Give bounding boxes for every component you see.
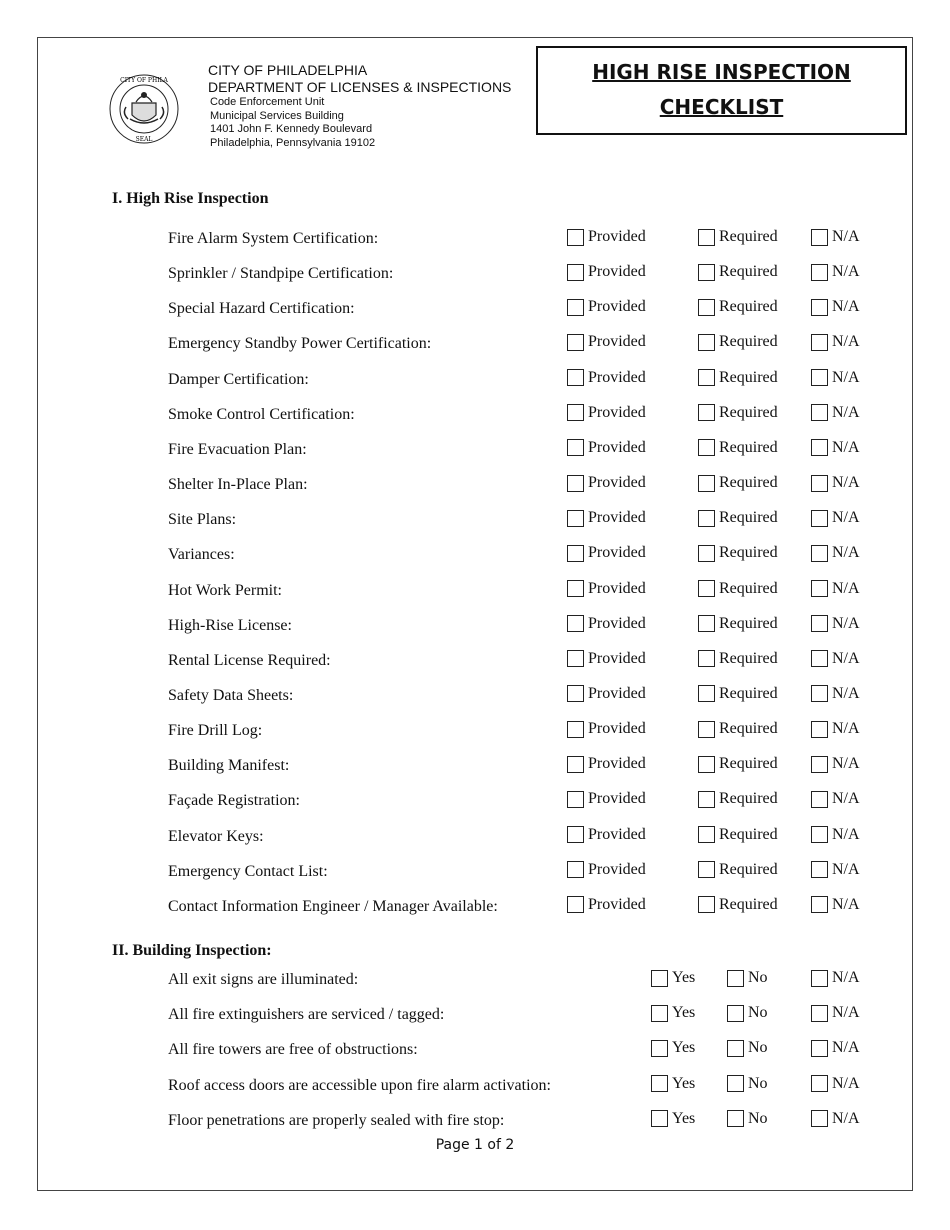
yes-checkbox[interactable] bbox=[651, 970, 668, 987]
provided-checkbox[interactable] bbox=[567, 299, 584, 316]
provided-option[interactable] bbox=[567, 615, 646, 633]
checklist-row bbox=[0, 1004, 950, 1028]
yes-option[interactable] bbox=[651, 1039, 695, 1057]
required-option[interactable] bbox=[698, 720, 778, 738]
n-a-checkbox[interactable] bbox=[811, 685, 828, 702]
n-a-option[interactable] bbox=[811, 263, 860, 281]
checklist-item-label: Building Manifest: bbox=[168, 757, 290, 775]
checklist-row bbox=[0, 896, 950, 920]
option-label: Provided bbox=[588, 649, 646, 667]
option-label: Required bbox=[719, 790, 778, 808]
option-label: N/A bbox=[832, 1109, 860, 1127]
provided-option[interactable] bbox=[567, 580, 646, 598]
option-label: Yes bbox=[672, 1109, 696, 1127]
n-a-option[interactable] bbox=[811, 544, 860, 562]
provided-checkbox[interactable] bbox=[567, 685, 584, 702]
required-checkbox[interactable] bbox=[698, 756, 715, 773]
option-label: Required bbox=[719, 333, 778, 351]
option-label: N/A bbox=[832, 368, 860, 386]
checklist-row bbox=[0, 969, 950, 993]
checklist-row bbox=[0, 404, 950, 428]
checklist-item-label: Fire Drill Log: bbox=[168, 722, 263, 740]
required-checkbox[interactable] bbox=[698, 299, 715, 316]
required-checkbox[interactable] bbox=[698, 896, 715, 913]
yes-checkbox[interactable] bbox=[651, 1040, 668, 1057]
provided-option[interactable] bbox=[567, 755, 646, 773]
n-a-option[interactable] bbox=[811, 1039, 860, 1057]
provided-option[interactable] bbox=[567, 298, 646, 316]
checklist-row bbox=[0, 1039, 950, 1063]
no-checkbox[interactable] bbox=[727, 1005, 744, 1022]
provided-checkbox[interactable] bbox=[567, 756, 584, 773]
n-a-checkbox[interactable] bbox=[811, 791, 828, 808]
option-label: Required bbox=[719, 474, 778, 492]
n-a-checkbox[interactable] bbox=[811, 404, 828, 421]
option-label: Provided bbox=[588, 825, 646, 843]
n-a-option[interactable] bbox=[811, 685, 860, 703]
provided-option[interactable] bbox=[567, 404, 646, 422]
building-name: Municipal Services Building bbox=[210, 109, 344, 122]
checklist-row bbox=[0, 580, 950, 604]
option-label: Required bbox=[719, 825, 778, 843]
option-label: N/A bbox=[832, 228, 860, 245]
required-option[interactable] bbox=[698, 263, 778, 281]
title-line-2: CHECKLIST bbox=[659, 95, 784, 119]
n-a-option[interactable] bbox=[811, 969, 860, 987]
n-a-checkbox[interactable] bbox=[811, 1075, 828, 1092]
option-label: Provided bbox=[588, 720, 646, 738]
checklist-row bbox=[0, 439, 950, 463]
checklist-row bbox=[0, 509, 950, 533]
n-a-option[interactable] bbox=[811, 1075, 860, 1093]
option-label: Required bbox=[719, 368, 778, 386]
n-a-option[interactable] bbox=[811, 615, 860, 633]
no-option[interactable] bbox=[727, 1110, 768, 1128]
required-option[interactable] bbox=[698, 896, 778, 914]
n-a-checkbox[interactable] bbox=[811, 970, 828, 987]
street-address: 1401 John F. Kennedy Boulevard bbox=[210, 123, 373, 135]
checklist-item-label: Floor penetrations are properly sealed with fire stop: bbox=[168, 1111, 505, 1129]
checklist-item-label: Emergency Contact List: bbox=[168, 862, 328, 880]
n-a-option[interactable] bbox=[811, 650, 860, 668]
checklist-item-label: Safety Data Sheets: bbox=[168, 686, 294, 704]
option-label: Required bbox=[719, 228, 778, 245]
checklist-item-label: All fire extinguishers are serviced / tagged: bbox=[168, 1006, 445, 1024]
option-label: Provided bbox=[588, 684, 646, 702]
option-label: No bbox=[748, 1039, 768, 1057]
option-label: N/A bbox=[832, 895, 860, 913]
provided-option[interactable] bbox=[567, 650, 646, 668]
required-checkbox[interactable] bbox=[698, 334, 715, 351]
checklist-row bbox=[0, 685, 950, 709]
no-checkbox[interactable] bbox=[727, 1110, 744, 1127]
option-label: Yes bbox=[672, 1004, 696, 1022]
provided-checkbox[interactable] bbox=[567, 404, 584, 421]
option-label: N/A bbox=[832, 649, 860, 667]
checklist-item-label: Hot Work Permit: bbox=[168, 581, 282, 599]
section-2-heading: II. Building Inspection: bbox=[112, 942, 272, 959]
checklist-item-label: Smoke Control Certification: bbox=[168, 405, 355, 423]
option-label: Provided bbox=[588, 579, 646, 597]
city-seal-logo bbox=[108, 73, 180, 145]
n-a-option[interactable] bbox=[811, 369, 860, 387]
required-option[interactable] bbox=[698, 755, 778, 773]
option-label: Provided bbox=[588, 368, 646, 386]
provided-option[interactable] bbox=[567, 790, 646, 808]
no-checkbox[interactable] bbox=[727, 970, 744, 987]
option-label: Required bbox=[719, 544, 778, 562]
option-label: N/A bbox=[832, 825, 860, 843]
required-option[interactable] bbox=[698, 685, 778, 703]
option-label: Provided bbox=[588, 474, 646, 492]
option-label: Required bbox=[719, 684, 778, 702]
section-1-heading: I. High Rise Inspection bbox=[112, 190, 269, 207]
required-option[interactable] bbox=[698, 298, 778, 316]
provided-checkbox[interactable] bbox=[567, 545, 584, 562]
checklist-item-label: Façade Registration: bbox=[168, 792, 300, 810]
n-a-checkbox[interactable] bbox=[811, 475, 828, 492]
provided-checkbox[interactable] bbox=[567, 510, 584, 527]
option-label: Yes bbox=[672, 969, 696, 986]
required-checkbox[interactable] bbox=[698, 861, 715, 878]
checklist-item-label: Site Plans: bbox=[168, 511, 237, 529]
checklist-item-label: All fire towers are free of obstructions: bbox=[168, 1041, 418, 1059]
option-label: Required bbox=[719, 403, 778, 421]
checklist-item-label: Contact Information Engineer / Manager Available: bbox=[168, 897, 498, 915]
provided-checkbox[interactable] bbox=[567, 861, 584, 878]
option-label: Provided bbox=[588, 544, 646, 562]
option-label: No bbox=[748, 969, 768, 986]
provided-option[interactable] bbox=[567, 896, 646, 914]
option-label: Required bbox=[719, 755, 778, 773]
required-option[interactable] bbox=[698, 790, 778, 808]
required-checkbox[interactable] bbox=[698, 721, 715, 738]
required-option[interactable] bbox=[698, 474, 778, 492]
provided-option[interactable] bbox=[567, 439, 646, 457]
provided-checkbox[interactable] bbox=[567, 721, 584, 738]
checklist-row bbox=[0, 1110, 950, 1134]
option-label: N/A bbox=[832, 720, 860, 738]
n-a-checkbox[interactable] bbox=[811, 1110, 828, 1127]
n-a-checkbox[interactable] bbox=[811, 545, 828, 562]
no-option[interactable] bbox=[727, 1004, 768, 1022]
option-label: N/A bbox=[832, 263, 860, 281]
option-label: Required bbox=[719, 263, 778, 281]
required-checkbox[interactable] bbox=[698, 615, 715, 632]
option-label: Required bbox=[719, 720, 778, 738]
checklist-item-label: Special Hazard Certification: bbox=[168, 300, 355, 318]
provided-option[interactable] bbox=[567, 263, 646, 281]
no-checkbox[interactable] bbox=[727, 1040, 744, 1057]
provided-option[interactable] bbox=[567, 861, 646, 879]
provided-option[interactable] bbox=[567, 333, 646, 351]
option-label: Provided bbox=[588, 895, 646, 913]
required-checkbox[interactable] bbox=[698, 475, 715, 492]
n-a-checkbox[interactable] bbox=[811, 615, 828, 632]
checklist-item-label: Fire Evacuation Plan: bbox=[168, 440, 307, 458]
option-label: Required bbox=[719, 438, 778, 456]
option-label: Provided bbox=[588, 438, 646, 456]
option-label: No bbox=[748, 1004, 768, 1022]
checklist-row bbox=[0, 369, 950, 393]
n-a-checkbox[interactable] bbox=[811, 229, 828, 246]
title-line-1: HIGH RISE INSPECTION bbox=[592, 60, 851, 84]
required-checkbox[interactable] bbox=[698, 650, 715, 667]
required-checkbox[interactable] bbox=[698, 369, 715, 386]
checklist-row bbox=[0, 615, 950, 639]
n-a-option[interactable] bbox=[811, 439, 860, 457]
provided-checkbox[interactable] bbox=[567, 264, 584, 281]
option-label: Provided bbox=[588, 509, 646, 527]
option-label: N/A bbox=[832, 298, 860, 316]
option-label: Provided bbox=[588, 333, 646, 351]
n-a-option[interactable] bbox=[811, 826, 860, 844]
required-option[interactable] bbox=[698, 439, 778, 457]
n-a-option[interactable] bbox=[811, 755, 860, 773]
n-a-checkbox[interactable] bbox=[811, 299, 828, 316]
checklist-row bbox=[0, 544, 950, 568]
n-a-option[interactable] bbox=[811, 861, 860, 879]
provided-option[interactable] bbox=[567, 720, 646, 738]
checklist-item-label: Roof access doors are accessible upon fire alarm activation: bbox=[168, 1076, 551, 1094]
svg-text:CITY OF PHILA: CITY OF PHILA bbox=[120, 77, 168, 84]
n-a-checkbox[interactable] bbox=[811, 264, 828, 281]
option-label: N/A bbox=[832, 790, 860, 808]
required-checkbox[interactable] bbox=[698, 404, 715, 421]
n-a-checkbox[interactable] bbox=[811, 721, 828, 738]
provided-checkbox[interactable] bbox=[567, 475, 584, 492]
n-a-option[interactable] bbox=[811, 228, 860, 246]
option-label: Provided bbox=[588, 755, 646, 773]
n-a-checkbox[interactable] bbox=[811, 1040, 828, 1057]
option-label: N/A bbox=[832, 579, 860, 597]
no-option[interactable] bbox=[727, 1075, 768, 1093]
yes-option[interactable] bbox=[651, 1110, 695, 1128]
required-option[interactable] bbox=[698, 404, 778, 422]
required-option[interactable] bbox=[698, 509, 778, 527]
n-a-option[interactable] bbox=[811, 896, 860, 914]
required-option[interactable] bbox=[698, 580, 778, 598]
option-label: Required bbox=[719, 298, 778, 316]
option-label: Provided bbox=[588, 228, 646, 245]
required-checkbox[interactable] bbox=[698, 791, 715, 808]
required-option[interactable] bbox=[698, 228, 778, 246]
n-a-option[interactable] bbox=[811, 298, 860, 316]
provided-checkbox[interactable] bbox=[567, 615, 584, 632]
required-option[interactable] bbox=[698, 544, 778, 562]
n-a-checkbox[interactable] bbox=[811, 861, 828, 878]
provided-option[interactable] bbox=[567, 228, 646, 246]
required-checkbox[interactable] bbox=[698, 439, 715, 456]
yes-option[interactable] bbox=[651, 1004, 695, 1022]
required-option[interactable] bbox=[698, 369, 778, 387]
checklist-row bbox=[0, 1075, 950, 1099]
provided-option[interactable] bbox=[567, 826, 646, 844]
option-label: Required bbox=[719, 614, 778, 632]
checklist-row bbox=[0, 720, 950, 744]
checklist-item-label: Damper Certification: bbox=[168, 370, 309, 388]
page-number: Page 1 of 2 bbox=[435, 1137, 515, 1153]
option-label: Provided bbox=[588, 614, 646, 632]
required-checkbox[interactable] bbox=[698, 685, 715, 702]
provided-checkbox[interactable] bbox=[567, 229, 584, 246]
option-label: N/A bbox=[832, 438, 860, 456]
n-a-checkbox[interactable] bbox=[811, 1005, 828, 1022]
checklist-item-label: Elevator Keys: bbox=[168, 827, 264, 845]
n-a-checkbox[interactable] bbox=[811, 756, 828, 773]
n-a-checkbox[interactable] bbox=[811, 826, 828, 843]
n-a-option[interactable] bbox=[811, 333, 860, 351]
required-checkbox[interactable] bbox=[698, 545, 715, 562]
option-label: N/A bbox=[832, 403, 860, 421]
option-label: Required bbox=[719, 895, 778, 913]
option-label: N/A bbox=[832, 474, 860, 492]
checklist-item-label: Shelter In-Place Plan: bbox=[168, 476, 308, 494]
option-label: N/A bbox=[832, 544, 860, 562]
checklist-item-label: Fire Alarm System Certification: bbox=[168, 230, 379, 247]
required-checkbox[interactable] bbox=[698, 826, 715, 843]
option-label: Yes bbox=[672, 1039, 696, 1057]
required-option[interactable] bbox=[698, 615, 778, 633]
n-a-option[interactable] bbox=[811, 1004, 860, 1022]
checklist-title bbox=[536, 46, 907, 135]
required-checkbox[interactable] bbox=[698, 264, 715, 281]
provided-checkbox[interactable] bbox=[567, 580, 584, 597]
yes-checkbox[interactable] bbox=[651, 1005, 668, 1022]
no-checkbox[interactable] bbox=[727, 1075, 744, 1092]
option-label: Provided bbox=[588, 263, 646, 281]
option-label: N/A bbox=[832, 509, 860, 527]
n-a-checkbox[interactable] bbox=[811, 580, 828, 597]
required-option[interactable] bbox=[698, 650, 778, 668]
checklist-row bbox=[0, 861, 950, 885]
no-option[interactable] bbox=[727, 1039, 768, 1057]
yes-option[interactable] bbox=[651, 1075, 695, 1093]
n-a-option[interactable] bbox=[811, 790, 860, 808]
checklist-row bbox=[0, 790, 950, 814]
provided-checkbox[interactable] bbox=[567, 826, 584, 843]
department-header bbox=[208, 62, 511, 150]
option-label: Provided bbox=[588, 298, 646, 316]
n-a-option[interactable] bbox=[811, 1110, 860, 1128]
checklist-item-label: Rental License Required: bbox=[168, 651, 331, 669]
yes-checkbox[interactable] bbox=[651, 1075, 668, 1092]
option-label: Required bbox=[719, 509, 778, 527]
option-label: N/A bbox=[832, 860, 860, 878]
option-label: Required bbox=[719, 649, 778, 667]
provided-checkbox[interactable] bbox=[567, 369, 584, 386]
n-a-checkbox[interactable] bbox=[811, 439, 828, 456]
city-state-zip: Philadelphia, Pennsylvania 19102 bbox=[210, 136, 376, 149]
checklist-row bbox=[0, 298, 950, 322]
provided-checkbox[interactable] bbox=[567, 334, 584, 351]
required-option[interactable] bbox=[698, 826, 778, 844]
provided-checkbox[interactable] bbox=[567, 791, 584, 808]
n-a-checkbox[interactable] bbox=[811, 334, 828, 351]
provided-option[interactable] bbox=[567, 474, 646, 492]
provided-option[interactable] bbox=[567, 544, 646, 562]
provided-option[interactable] bbox=[567, 685, 646, 703]
checklist-row bbox=[0, 826, 950, 850]
provided-checkbox[interactable] bbox=[567, 650, 584, 667]
svg-text:SEAL: SEAL bbox=[135, 136, 153, 143]
checklist-row bbox=[0, 333, 950, 357]
yes-checkbox[interactable] bbox=[651, 1110, 668, 1127]
option-label: No bbox=[748, 1109, 768, 1127]
checklist-row bbox=[0, 650, 950, 674]
city-name: CITY OF PHILADELPHIA bbox=[208, 62, 368, 78]
checklist-item-label: All exit signs are illuminated: bbox=[168, 971, 359, 988]
option-label: N/A bbox=[832, 1074, 860, 1092]
n-a-option[interactable] bbox=[811, 720, 860, 738]
no-option[interactable] bbox=[727, 969, 768, 987]
option-label: Provided bbox=[588, 860, 646, 878]
checklist-item-label: High-Rise License: bbox=[168, 616, 292, 634]
provided-option[interactable] bbox=[567, 509, 646, 527]
checklist-item-label: Emergency Standby Power Certification: bbox=[168, 335, 432, 353]
option-label: Provided bbox=[588, 403, 646, 421]
option-label: N/A bbox=[832, 1039, 860, 1057]
option-label: Required bbox=[719, 579, 778, 597]
n-a-checkbox[interactable] bbox=[811, 896, 828, 913]
provided-checkbox[interactable] bbox=[567, 896, 584, 913]
checklist-item-label: Sprinkler / Standpipe Certification: bbox=[168, 265, 394, 283]
checklist-row bbox=[0, 228, 950, 252]
option-label: N/A bbox=[832, 969, 860, 986]
option-label: No bbox=[748, 1074, 768, 1092]
n-a-option[interactable] bbox=[811, 509, 860, 527]
option-label: N/A bbox=[832, 614, 860, 632]
department-name: DEPARTMENT OF LICENSES & INSPECTIONS bbox=[208, 79, 512, 95]
option-label: N/A bbox=[832, 1004, 860, 1022]
checklist-row bbox=[0, 263, 950, 287]
option-label: Required bbox=[719, 860, 778, 878]
n-a-option[interactable] bbox=[811, 580, 860, 598]
unit-name: Code Enforcement Unit bbox=[210, 96, 325, 108]
checklist-row bbox=[0, 755, 950, 779]
required-option[interactable] bbox=[698, 861, 778, 879]
option-label: Yes bbox=[672, 1074, 696, 1092]
required-checkbox[interactable] bbox=[698, 229, 715, 246]
provided-checkbox[interactable] bbox=[567, 439, 584, 456]
n-a-checkbox[interactable] bbox=[811, 369, 828, 386]
n-a-checkbox[interactable] bbox=[811, 510, 828, 527]
n-a-option[interactable] bbox=[811, 474, 860, 492]
option-label: Provided bbox=[588, 790, 646, 808]
option-label: N/A bbox=[832, 684, 860, 702]
yes-option[interactable] bbox=[651, 969, 695, 987]
required-checkbox[interactable] bbox=[698, 580, 715, 597]
checklist-item-label: Variances: bbox=[168, 546, 235, 564]
option-label: N/A bbox=[832, 333, 860, 351]
provided-option[interactable] bbox=[567, 369, 646, 387]
n-a-checkbox[interactable] bbox=[811, 650, 828, 667]
option-label: N/A bbox=[832, 755, 860, 773]
required-checkbox[interactable] bbox=[698, 510, 715, 527]
checklist-row bbox=[0, 474, 950, 498]
n-a-option[interactable] bbox=[811, 404, 860, 422]
required-option[interactable] bbox=[698, 333, 778, 351]
